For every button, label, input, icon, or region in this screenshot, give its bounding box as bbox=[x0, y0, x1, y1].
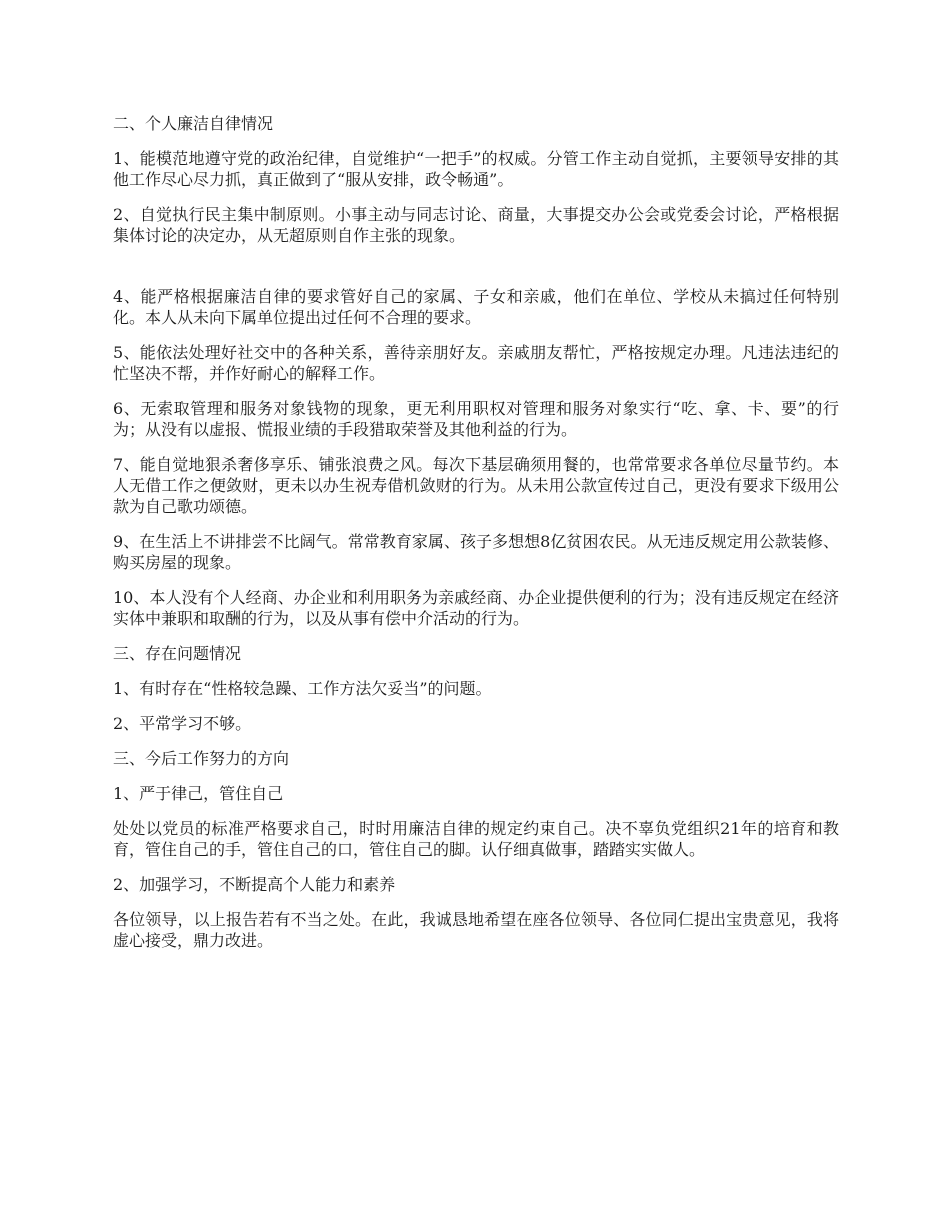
paragraph-item-4: 4、能严格根据廉洁自律的要求管好自己的家属、子女和亲戚，他们在单位、学校从未搞过任何特别化。本人从未向下属单位提出过任何不合理的要求。 bbox=[113, 287, 839, 327]
direction-heading-2: 2、加强学习，不断提高个人能力和素养 bbox=[113, 875, 396, 894]
closing-paragraph: 各位领导，以上报告若有不当之处。在此，我诚恳地希望在座各位领导、各位同仁提出宝贵意见，我将虚心接受，鼎力改进。 bbox=[113, 910, 839, 950]
paragraph-item-5: 5、能依法处理好社交中的各种关系，善待亲朋好友。亲戚朋友帮忙，严格按规定办理。凡违法违纪的忙坚决不帮，并作好耐心的解释工作。 bbox=[113, 343, 839, 383]
problem-item-1: 1、有时存在“性格较急躁、工作方法欠妥当”的问题。 bbox=[113, 679, 492, 698]
paragraph-item-2: 2、自觉执行民主集中制原则。小事主动与同志讨论、商量，大事提交办公会或党委会讨论，严格根据集体讨论的决定办，从无超原则自作主张的现象。 bbox=[113, 205, 839, 245]
document-body bbox=[113, 113, 839, 965]
direction-heading-1: 1、严于律己，管住自己 bbox=[113, 784, 284, 803]
paragraph-item-7: 7、能自觉地狠杀奢侈享乐、铺张浪费之风。每次下基层确须用餐的，也常常要求各单位尽量节约。本人无借工作之便敛财，更未以办生祝寿借机敛财的行为。从未用公款宣传过自己，更没有要求下级用公款为自己歌功颂德。 bbox=[113, 455, 839, 516]
problem-item-2: 2、平常学习不够。 bbox=[113, 714, 252, 733]
section-heading-integrity: 二、个人廉洁自律情况 bbox=[113, 114, 274, 133]
direction-paragraph-1: 处处以党员的标准严格要求自己，时时用廉洁自律的规定约束自己。决不辜负党组织21年的培育和教育，管住自己的手，管住自己的口，管住自己的脚。认仔细真做事，踏踏实实做人。 bbox=[113, 819, 839, 859]
paragraph-item-6: 6、无索取管理和服务对象钱物的现象，更无利用职权对管理和服务对象实行“吃、拿、卡、要”的行为；从没有以虚报、慌报业绩的手段猎取荣誉及其他利益的行为。 bbox=[113, 399, 839, 439]
section-heading-problems: 三、存在问题情况 bbox=[113, 644, 242, 663]
paragraph-item-1: 1、能模范地遵守党的政治纪律，自觉维护“一把手”的权威。分管工作主动自觉抓，主要领导安排的其他工作尽心尽力抓，真正做到了“服从安排，政令畅通”。 bbox=[113, 149, 839, 189]
paragraph-item-10: 10、本人没有个人经商、办企业和利用职务为亲戚经商、办企业提供便利的行为；没有违反规定在经济实体中兼职和取酬的行为，以及从事有偿中介活动的行为。 bbox=[113, 588, 839, 628]
paragraph-item-9: 9、在生活上不讲排尝不比阔气。常常教育家属、孩子多想想8亿贫困农民。从无违反规定用公款装修、购买房屋的现象。 bbox=[113, 532, 839, 572]
section-heading-direction: 三、今后工作努力的方向 bbox=[113, 749, 290, 768]
blank-line bbox=[113, 260, 839, 286]
